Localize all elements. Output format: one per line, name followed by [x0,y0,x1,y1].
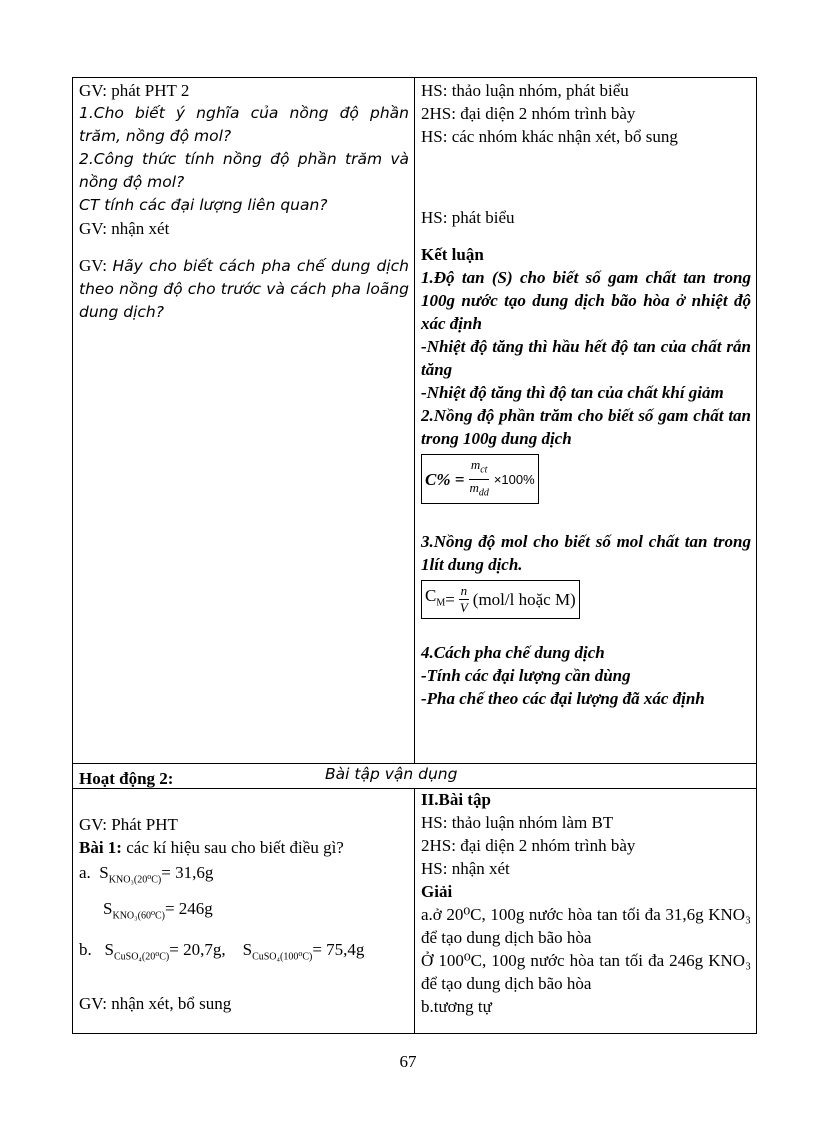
column-divider-bottom [414,788,415,1034]
formula-percent-box [421,454,539,504]
formula-molar-lhs: $C_M$ [425,586,446,609]
formula-percent-den: m [469,479,479,495]
question-1: 1.Cho biết ý nghĩa của nồng độ phần trăm, nồng độ mol? [79,104,409,145]
gv-prefix: GV: [79,256,113,275]
exercise-1b: b. $S_{CuSO_4(20^0C)}= 20,7g$, $S_{CuSO_4(100^0C)}= 75,4g$ [79,939,365,963]
lesson-table [72,77,757,1034]
conclusion-heading: Kết luận [421,245,484,264]
gv-comment: GV: nhận xét [79,219,170,238]
activity-label: Hoạt động 2: [79,769,174,788]
row1-left-cell [79,79,409,324]
formula-molar-rhs: (mol/l hoặc M) [472,590,576,610]
conclusion-6: 4.Cách pha chế dung dịch [421,643,605,663]
conclusion-4: 2.Nồng độ phần trăm cho biết số gam chất tan trong 100g dung dịch [421,406,751,448]
gv-question-text: Hãy cho biết cách pha chế dung dịch theo nồng độ cho trước và cách pha loãng dung dịch? [79,257,409,321]
question-2: 2.Công thức tính nồng độ phần trăm và nồng độ mol? [79,150,409,191]
solution-a: a.ở 20⁰C, 100g nước hòa tan tối đa 31,6g KNO₃ để tạo dung dịch bão hòa [421,905,751,947]
solution-a2: Ở 100⁰C, 100g nước hòa tan tối đa 246g KNO₃ để tạo dung dịch bão hòa [421,951,751,993]
hs-comment: HS: các nhóm khác nhận xét, bổ sung [421,127,678,146]
conclusion-3: -Nhiệt độ tăng thì độ tan của chất khí giảm [421,383,724,402]
formula-molar-eq: = [445,590,455,610]
conclusion-2: -Nhiệt độ tăng thì hầu hết độ tan của chất rắn tăng [421,337,751,379]
column-divider-top [414,77,415,763]
exercise-1a-2: $S_{KNO_3(60^0C)}= 246g$ [103,899,213,922]
conclusion-8: -Pha chế theo các đại lượng đã xác định [421,689,705,709]
table-border-left [72,77,73,1034]
solution-b: b.tương tự [421,997,492,1016]
formula-molar-box [421,580,580,619]
formula-percent-num-sub: ct [480,464,488,476]
exercise-heading: II.Bài tập [421,790,491,809]
conclusion-7: -Tính các đại lượng cần dùng [421,666,631,686]
question-3: CT tính các đại lượng liên quan? [79,196,328,214]
formula-percent [421,454,751,504]
row3-right-cell [421,788,751,1018]
hs-present-2: 2HS: đại diện 2 nhóm trình bày [421,836,636,855]
solution-heading: Giải [421,882,453,901]
hs-speak: HS: phát biểu [421,208,515,227]
formula-molar [421,580,751,619]
row3-left-cell [79,813,409,1015]
hs-discuss: HS: thảo luận nhóm, phát biểu [421,81,629,100]
formula-molar-fraction [458,583,470,616]
formula-percent-lhs: C% = [425,469,465,489]
activity-title: Bài tập vận dụng [325,765,458,783]
gv-hand-out: GV: phát PHT 2 [79,81,190,100]
formula-percent-den-sub: dd [478,487,489,499]
formula-percent-fraction [467,457,490,501]
hs-group-work: HS: thảo luận nhóm làm BT [421,813,614,832]
gv-comment-2: GV: nhận xét, bổ sung [79,994,232,1014]
formula-percent-num: m [470,457,481,472]
hs-comment-2: HS: nhận xét [421,859,510,878]
page-number: 67 [399,1052,417,1071]
row1-right-cell [421,79,751,710]
gv-question [79,254,409,324]
exercise-1: Bài 1: các kí hiệu sau cho biết điều gì? [79,838,344,857]
conclusion-1: 1.Độ tan (S) cho biết số gam chất tan trong 100g nước tạo dung dịch bão hòa ở nhiệt độ xác định [421,268,751,333]
formula-molar-den: V [459,600,468,616]
hs-present: 2HS: đại diện 2 nhóm trình bày [421,104,636,123]
exercise-1a: a. $S_{KNO_3(20^0C)}= 31,6g$ [79,863,214,886]
formula-percent-rhs: ×100% [493,471,535,487]
table-border-right [756,77,757,1034]
conclusion-5: 3.Nồng độ mol cho biết số mol chất tan trong 1lít dung dịch. [421,532,751,575]
formula-molar-num: n [460,583,468,599]
gv-hand-out-2: GV: Phát PHT [79,815,178,834]
